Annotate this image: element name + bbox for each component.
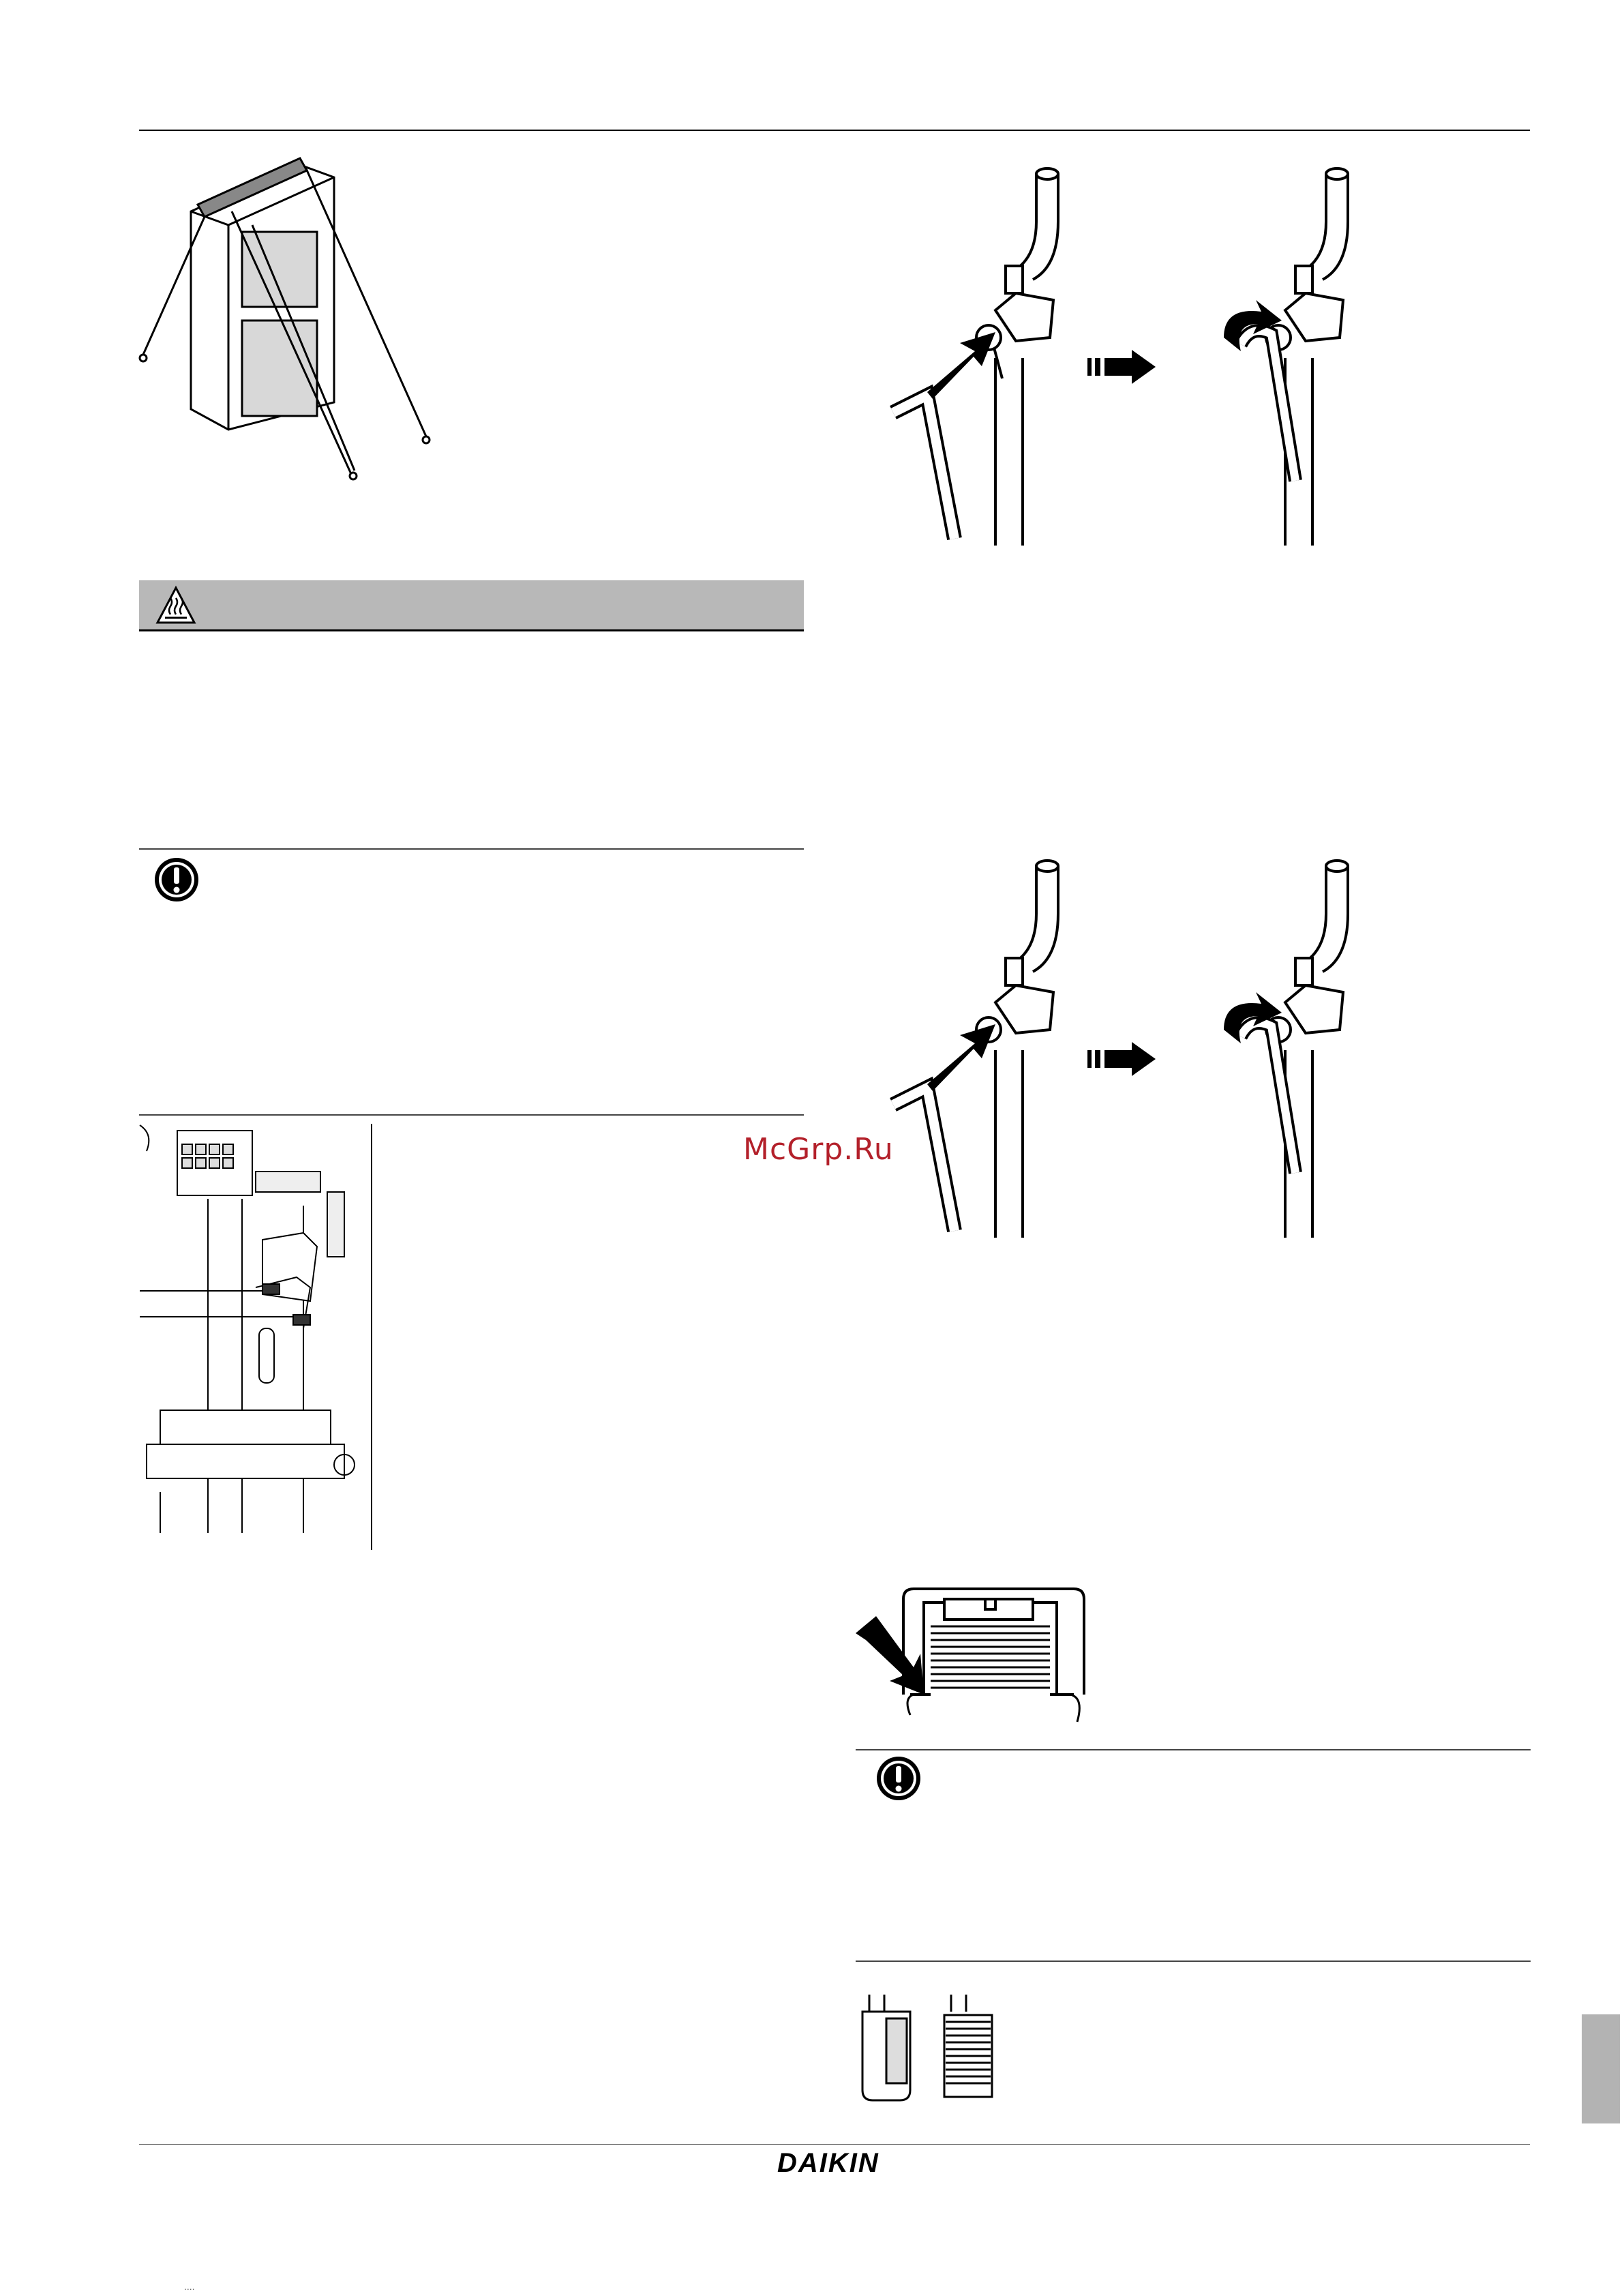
valve-location-illustration — [140, 1124, 378, 1550]
outdoor-unit-strapping-illustration — [136, 150, 457, 491]
notice-rule-top — [139, 848, 804, 850]
warning-bar — [139, 580, 804, 631]
exclamation-icon-2 — [875, 1755, 922, 1802]
notice-rule-bottom-2 — [856, 1960, 1531, 1962]
notice-rule-top-2 — [856, 1749, 1531, 1750]
header-rule — [139, 130, 1530, 131]
notice-rule-bottom — [139, 1114, 804, 1116]
watermark: McGrp.Ru — [743, 1132, 894, 1167]
side-chapter-tab — [1582, 2014, 1620, 2123]
hot-surface-icon — [155, 586, 196, 625]
footer-rule — [139, 2144, 1530, 2145]
daikin-logo: DAIKIN — [777, 2148, 879, 2178]
hex-key-open-valve-illustration-1 — [879, 153, 1364, 556]
footer-text: .... — [184, 2281, 195, 2292]
hex-key-open-valve-illustration-2 — [879, 846, 1364, 1248]
valve-cap-detail-illustration — [856, 1585, 1094, 1729]
threaded-fitting-illustration — [856, 1981, 1012, 2104]
exclamation-icon — [153, 856, 200, 904]
